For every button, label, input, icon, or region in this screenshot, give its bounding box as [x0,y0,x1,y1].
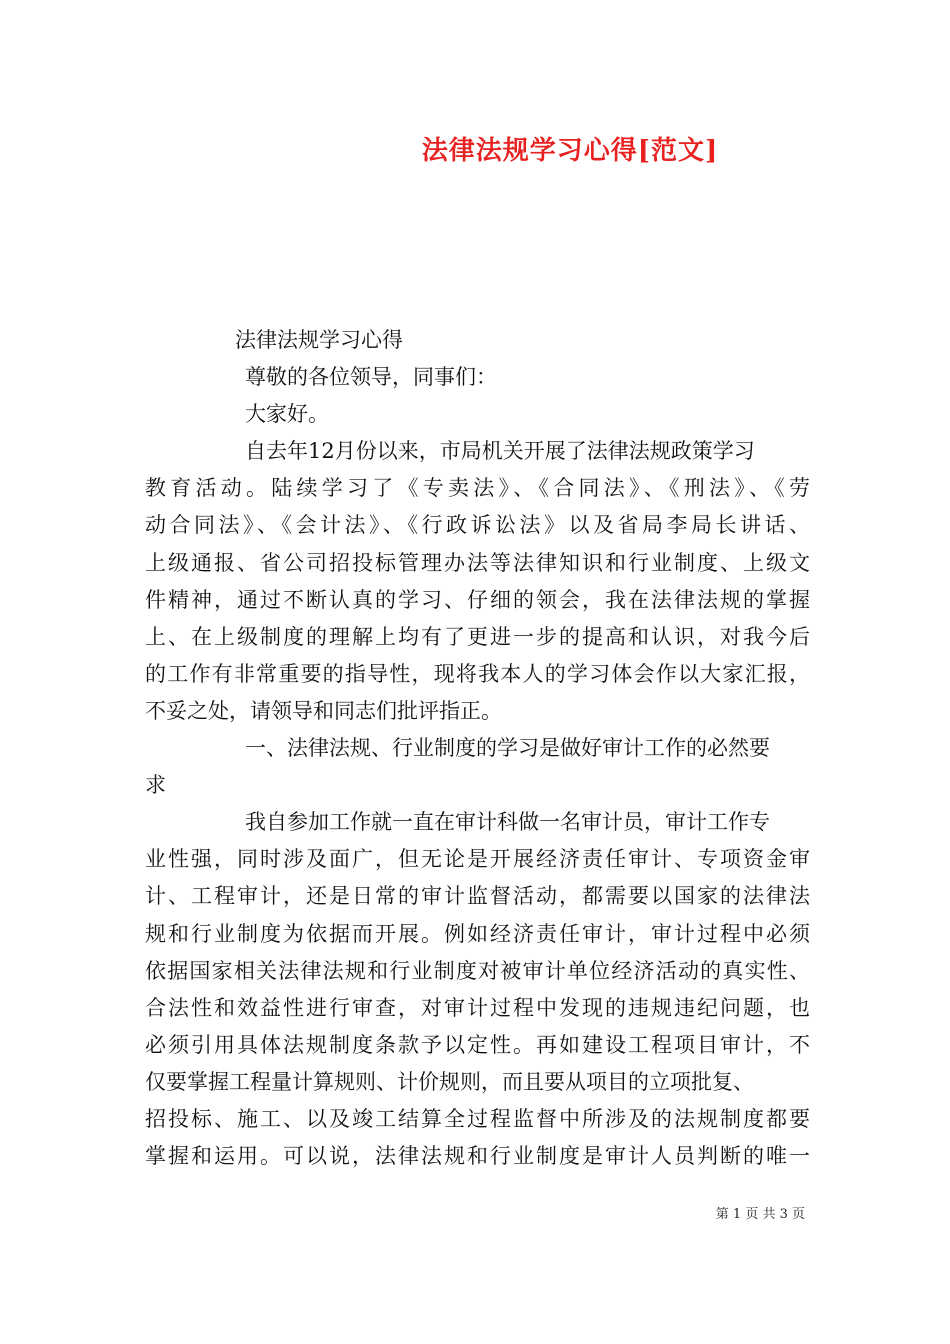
document-title: 法律法规学习心得[范文] [421,136,719,166]
section-heading-line: 一、法律法规、行业制度的学习是做好审计工作的必然要 [245,736,770,761]
subtitle-line: 法律法规学习心得 [235,328,403,352]
paragraph-line: 件精神，通过不断认真的学习、仔细的领会，我在法律法规的掌握 [145,587,810,612]
paragraph-line: 不妥之处，请领导和同志们批评指正。 [145,698,502,723]
paragraph-line: 上、在上级制度的理解上均有了更进一步的提高和认识，对我今后 [145,624,810,649]
paragraph-line: 计、工程审计，还是日常的审计监督活动，都需要以国家的法律法 [145,884,810,909]
paragraph-line: 的工作有非常重要的指导性，现将我本人的学习体会作以大家汇报， [145,661,810,686]
paragraph-line: 必须引用具体法规制度条款予以定性。再如建设工程项目审计，不 [145,1032,810,1057]
paragraph-line: 教育活动。陆续学习了《专卖法》、《合同法》、《刑法》、《劳 [145,476,810,501]
paragraph-line: 自去年12月份以来，市局机关开展了法律法规政策学习 [245,439,755,464]
paragraph-line: 掌握和运用。可以说，法律法规和行业制度是审计人员判断的唯一 [145,1144,810,1169]
paragraph-line: 规和行业制度为依据而开展。例如经济责任审计，审计过程中必须 [145,921,810,946]
document-body [145,322,810,1175]
paragraph-line: 我自参加工作就一直在审计科做一名审计员，审计工作专 [245,810,770,835]
paragraph-line: 依据国家相关法律法规和行业制度对被审计单位经济活动的真实性、 [145,958,810,983]
paragraph-line: 上级通报、省公司招投标管理办法等法律知识和行业制度、上级文 [145,550,810,575]
paragraph-line: 业性强，同时涉及面广，但无论是开展经济责任审计、专项资金审 [145,847,810,872]
section-heading-line: 求 [145,773,166,798]
paragraph-line: 合法性和效益性进行审查，对审计过程中发现的违规违纪问题，也 [145,995,810,1020]
greeting-line: 大家好。 [245,402,329,427]
salutation-line: 尊敬的各位领导，同事们： [245,365,497,390]
paragraph-line: 动合同法》、《会计法》、《行政诉讼法》以及省局李局长讲话、 [145,513,810,538]
paragraph-line: 招投标、施工、以及竣工结算全过程监督中所涉及的法规制度都要 [145,1106,810,1131]
page-number-footer: 第 1 页 共 3 页 [715,1207,805,1222]
paragraph-line: 仅要掌握工程量计算规则、计价规则，而且要从项目的立项批复、 [145,1069,754,1094]
